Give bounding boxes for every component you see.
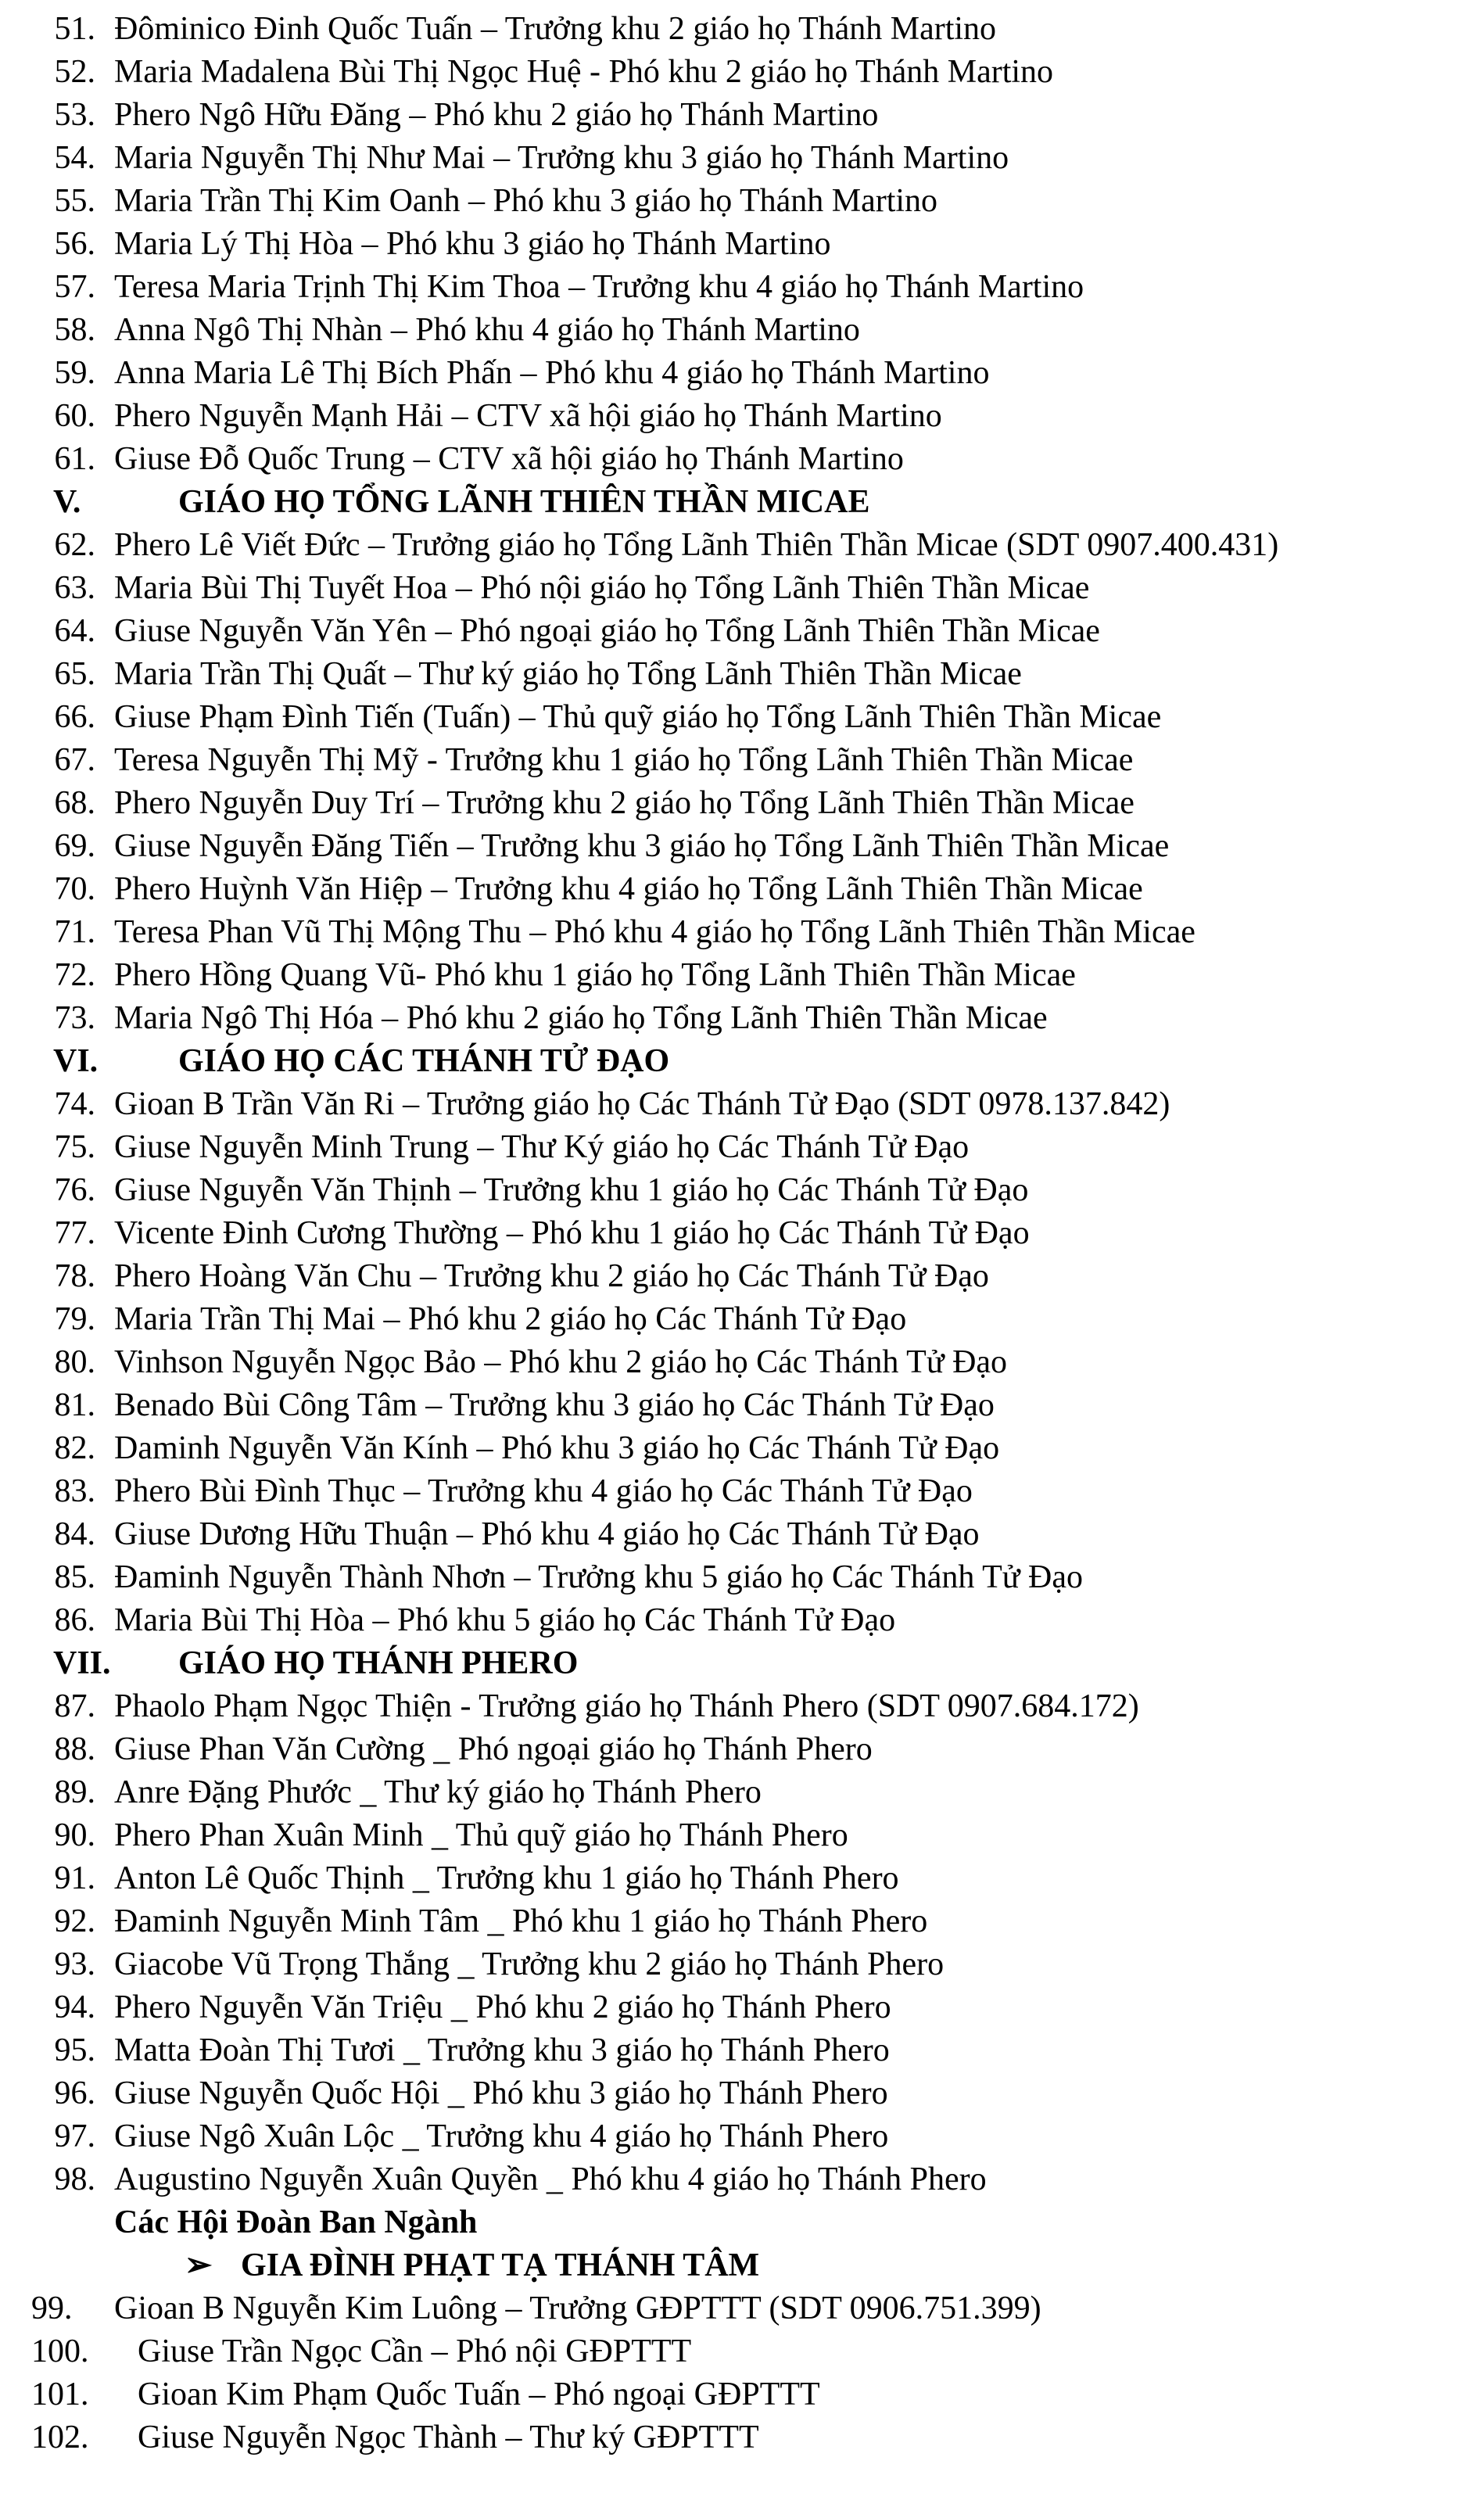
item-number: 83. — [54, 1473, 95, 1509]
item-number: 67. — [54, 742, 95, 778]
item-text: Maria Trần Thị Kim Oanh – Phó khu 3 giáo họ Thánh Martino — [114, 183, 938, 219]
item-number: 88. — [54, 1731, 95, 1767]
item-text: Phero Hoàng Văn Chu – Trưởng khu 2 giáo họ Các Thánh Tử Đạo — [114, 1258, 989, 1294]
item-text: Vicente Đinh Cương Thường – Phó khu 1 giáo họ Các Thánh Tử Đạo — [114, 1215, 1030, 1251]
item-number: 62. — [54, 527, 95, 563]
section-title: GIÁO HỌ THÁNH PHERO — [178, 1645, 579, 1681]
item-number: 68. — [54, 785, 95, 821]
item-text: Gioan B Trần Văn Ri – Trưởng giáo họ Các Thánh Tử Đạo (SDT 0978.137.842) — [114, 1086, 1170, 1122]
item-text: Phero Nguyễn Mạnh Hải – CTV xã hội giáo họ Thánh Martino — [114, 398, 942, 434]
item-text: Giacobe Vũ Trọng Thắng _ Trưởng khu 2 giáo họ Thánh Phero — [114, 1946, 945, 1982]
item-number: 60. — [54, 398, 95, 434]
item-text: Phaolo Phạm Ngọc Thiện - Trưởng giáo họ Thánh Phero (SDT 0907.684.172) — [114, 1688, 1139, 1724]
item-number: 63. — [54, 570, 95, 606]
item-text: Maria Trần Thị Mai – Phó khu 2 giáo họ Các Thánh Tử Đạo — [114, 1301, 907, 1337]
item-number: 55. — [54, 183, 95, 219]
item-number: 86. — [54, 1602, 95, 1638]
item-text: Matta Đoàn Thị Tươi _ Trưởng khu 3 giáo họ Thánh Phero — [114, 2032, 890, 2068]
item-number: 80. — [54, 1344, 95, 1380]
item-text: Giuse Nguyễn Văn Yên – Phó ngoại giáo họ Tổng Lãnh Thiên Thần Micae — [114, 613, 1100, 649]
item-text: Phero Ngô Hữu Đăng – Phó khu 2 giáo họ Thánh Martino — [114, 97, 879, 133]
section-roman-numeral: VI. — [53, 1043, 99, 1079]
item-number: 79. — [54, 1301, 95, 1337]
item-text: Anna Ngô Thị Nhàn – Phó khu 4 giáo họ Thánh Martino — [114, 312, 860, 348]
item-number: 58. — [54, 312, 95, 348]
section-roman-numeral: VII. — [53, 1645, 111, 1681]
item-text: Maria Madalena Bùi Thị Ngọc Huệ - Phó khu 2 giáo họ Thánh Martino — [114, 54, 1054, 90]
item-text: Giuse Ngô Xuân Lộc _ Trưởng khu 4 giáo họ Thánh Phero — [114, 2118, 889, 2154]
item-number: 97. — [54, 2118, 95, 2154]
item-text: Đaminh Nguyễn Minh Tâm _ Phó khu 1 giáo họ Thánh Phero — [114, 1903, 928, 1939]
item-number: 92. — [54, 1903, 95, 1939]
item-number: 54. — [54, 140, 95, 176]
item-number: 61. — [54, 441, 95, 477]
item-text: Anton Lê Quốc Thịnh _ Trưởng khu 1 giáo họ Thánh Phero — [114, 1860, 899, 1896]
item-text: Teresa Maria Trịnh Thị Kim Thoa – Trưởng khu 4 giáo họ Thánh Martino — [114, 269, 1084, 305]
item-text: Gioan B Nguyễn Kim Luông – Trưởng GĐPTTT (SDT 0906.751.399) — [114, 2290, 1041, 2326]
item-text: Phero Phan Xuân Minh _ Thủ quỹ giáo họ Thánh Phero — [114, 1817, 848, 1853]
item-text: Maria Bùi Thị Hòa – Phó khu 5 giáo họ Các Thánh Tử Đạo — [114, 1602, 896, 1638]
item-number: 72. — [54, 957, 95, 993]
item-number: 64. — [54, 613, 95, 649]
item-number: 98. — [54, 2161, 95, 2197]
item-text: Maria Lý Thị Hòa – Phó khu 3 giáo họ Thánh Martino — [114, 226, 831, 262]
item-text: Giuse Nguyễn Văn Thịnh – Trưởng khu 1 giáo họ Các Thánh Tử Đạo — [114, 1172, 1029, 1208]
item-number: 70. — [54, 871, 95, 907]
item-number: 81. — [54, 1387, 95, 1423]
item-text: Phero Hồng Quang Vũ- Phó khu 1 giáo họ Tổng Lãnh Thiên Thần Micae — [114, 957, 1076, 993]
item-number: 59. — [54, 355, 95, 391]
item-number: 94. — [54, 1989, 95, 2025]
item-number: 57. — [54, 269, 95, 305]
item-number: 77. — [54, 1215, 95, 1251]
item-text: Gioan Kim Phạm Quốc Tuấn – Phó ngoại GĐPTTT — [138, 2376, 820, 2412]
item-number: 73. — [54, 1000, 95, 1036]
item-text: Maria Trần Thị Quất – Thư ký giáo họ Tổng Lãnh Thiên Thần Micae — [114, 656, 1022, 692]
item-text: Teresa Phan Vũ Thị Mộng Thu – Phó khu 4 giáo họ Tổng Lãnh Thiên Thần Micae — [114, 914, 1195, 950]
item-number: 99. — [31, 2290, 73, 2326]
item-number: 90. — [54, 1817, 95, 1853]
item-number: 91. — [54, 1860, 95, 1896]
item-text: Phero Nguyễn Duy Trí – Trưởng khu 2 giáo họ Tổng Lãnh Thiên Thần Micae — [114, 785, 1135, 821]
item-text: Augustino Nguyễn Xuân Quyền _ Phó khu 4 giáo họ Thánh Phero — [114, 2161, 987, 2197]
item-text: Benado Bùi Công Tâm – Trưởng khu 3 giáo họ Các Thánh Tử Đạo — [114, 1387, 995, 1423]
item-text: Vinhson Nguyễn Ngọc Bảo – Phó khu 2 giáo họ Các Thánh Tử Đạo — [114, 1344, 1008, 1380]
item-number: 53. — [54, 97, 95, 133]
item-text: Giuse Nguyễn Minh Trung – Thư Ký giáo họ Các Thánh Tử Đạo — [114, 1129, 970, 1165]
item-text: Anre Đặng Phước _ Thư ký giáo họ Thánh Phero — [114, 1774, 762, 1810]
arrow-bullet-icon: ➢ — [185, 2247, 213, 2283]
section-title: GIÁO HỌ TỔNG LÃNH THIÊN THẦN MICAE — [178, 484, 870, 520]
item-text: Phero Nguyễn Văn Triệu _ Phó khu 2 giáo họ Thánh Phero — [114, 1989, 891, 2025]
item-text: Maria Ngô Thị Hóa – Phó khu 2 giáo họ Tổng Lãnh Thiên Thần Micae — [114, 1000, 1048, 1036]
item-text: Giuse Trần Ngọc Cần – Phó nội GĐPTTT — [138, 2333, 692, 2369]
item-text: Đaminh Nguyễn Thành Nhơn – Trưởng khu 5 giáo họ Các Thánh Tử Đạo — [114, 1559, 1084, 1595]
item-text: Giuse Nguyễn Đăng Tiến – Trưởng khu 3 giáo họ Tổng Lãnh Thiên Thần Micae — [114, 828, 1170, 864]
item-text: Phero Huỳnh Văn Hiệp – Trưởng khu 4 giáo họ Tổng Lãnh Thiên Thần Micae — [114, 871, 1143, 907]
section-title: GIÁO HỌ CÁC THÁNH TỬ ĐẠO — [178, 1043, 670, 1079]
item-number: 95. — [54, 2032, 95, 2068]
item-text: Maria Bùi Thị Tuyết Hoa – Phó nội giáo họ Tổng Lãnh Thiên Thần Micae — [114, 570, 1090, 606]
section-roman-numeral: V. — [53, 484, 81, 520]
item-number: 82. — [54, 1430, 95, 1466]
item-text: Giuse Dương Hữu Thuận – Phó khu 4 giáo họ Các Thánh Tử Đạo — [114, 1516, 980, 1552]
item-number: 65. — [54, 656, 95, 692]
item-number: 84. — [54, 1516, 95, 1552]
item-number: 102. — [31, 2419, 89, 2455]
item-text: Giuse Phan Văn Cường _ Phó ngoại giáo họ Thánh Phero — [114, 1731, 873, 1767]
item-number: 93. — [54, 1946, 95, 1982]
item-text: Đôminico Đinh Quốc Tuấn – Trưởng khu 2 giáo họ Thánh Martino — [114, 11, 997, 47]
item-number: 101. — [31, 2376, 89, 2412]
item-number: 69. — [54, 828, 95, 864]
item-number: 76. — [54, 1172, 95, 1208]
item-text: Maria Nguyễn Thị Như Mai – Trưởng khu 3 giáo họ Thánh Martino — [114, 140, 1009, 176]
item-text: Phero Lê Viết Đức – Trưởng giáo họ Tổng Lãnh Thiên Thần Micae (SDT 0907.400.431) — [114, 527, 1279, 563]
item-number: 89. — [54, 1774, 95, 1810]
item-text: Anna Maria Lê Thị Bích Phấn – Phó khu 4 giáo họ Thánh Martino — [114, 355, 990, 391]
item-number: 51. — [54, 11, 95, 47]
item-number: 74. — [54, 1086, 95, 1122]
item-number: 96. — [54, 2075, 95, 2111]
item-number: 52. — [54, 54, 95, 90]
item-text: Phero Bùi Đình Thục – Trưởng khu 4 giáo họ Các Thánh Tử Đạo — [114, 1473, 973, 1509]
item-text: Giuse Nguyễn Quốc Hội _ Phó khu 3 giáo họ Thánh Phero — [114, 2075, 888, 2111]
item-text: Giuse Nguyễn Ngọc Thành – Thư ký GĐPTTT — [138, 2419, 759, 2455]
item-number: 100. — [31, 2333, 89, 2369]
item-number: 66. — [54, 699, 95, 735]
group-heading-text: Các Hội Đoàn Ban Ngành — [114, 2204, 478, 2240]
subsection-title: GIA ĐÌNH PHẠT TẠ THÁNH TÂM — [241, 2247, 760, 2283]
item-number: 78. — [54, 1258, 95, 1294]
item-text: Giuse Phạm Đình Tiến (Tuấn) – Thủ quỹ giáo họ Tổng Lãnh Thiên Thần Micae — [114, 699, 1162, 735]
item-number: 75. — [54, 1129, 95, 1165]
item-number: 87. — [54, 1688, 95, 1724]
item-number: 71. — [54, 914, 95, 950]
item-number: 56. — [54, 226, 95, 262]
item-text: Teresa Nguyễn Thị Mỹ - Trưởng khu 1 giáo họ Tổng Lãnh Thiên Thần Micae — [114, 742, 1134, 778]
item-number: 85. — [54, 1559, 95, 1595]
item-text: Daminh Nguyễn Văn Kính – Phó khu 3 giáo họ Các Thánh Tử Đạo — [114, 1430, 1000, 1466]
item-text: Giuse Đỗ Quốc Trung – CTV xã hội giáo họ Thánh Martino — [114, 441, 904, 477]
